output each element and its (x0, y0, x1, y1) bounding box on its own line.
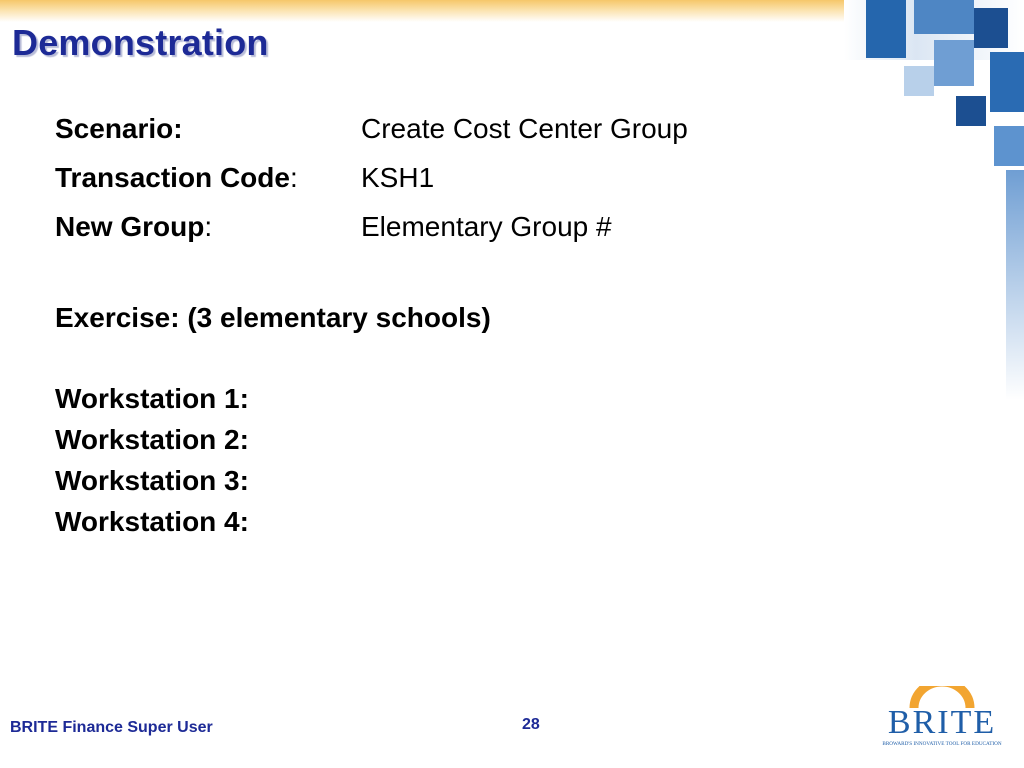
group-value: Elementary Group # (361, 211, 612, 242)
logo-tagline: BROWARD'S INNOVATIVE TOOL FOR EDUCATION (882, 741, 1002, 747)
workstation-item: Workstation 4: (55, 506, 249, 537)
workstation-item: Workstation 1: (55, 383, 249, 414)
decorative-blocks (844, 0, 1024, 400)
brite-logo (872, 686, 1012, 748)
exercise-heading: Exercise: (3 elementary schools) (55, 302, 491, 333)
workstation-item: Workstation 2: (55, 424, 249, 455)
tcode-line (55, 162, 298, 194)
scenario-label: Scenario: (55, 113, 183, 144)
footer-title: BRITE Finance Super User (10, 719, 213, 736)
tcode-value: KSH1 (361, 162, 435, 193)
tcode-colon: : (289, 162, 298, 193)
group-label: New Group (55, 211, 205, 242)
slide-title: Demonstration (12, 22, 269, 63)
tcode-label: Transaction Code (55, 162, 290, 193)
group-colon: : (204, 211, 213, 242)
logo-wordmark: BRITE (887, 704, 997, 741)
scenario-value: Create Cost Center Group (361, 113, 688, 144)
workstation-item: Workstation 3: (55, 465, 249, 496)
group-line (55, 211, 212, 243)
page-number: 28 (522, 716, 540, 733)
